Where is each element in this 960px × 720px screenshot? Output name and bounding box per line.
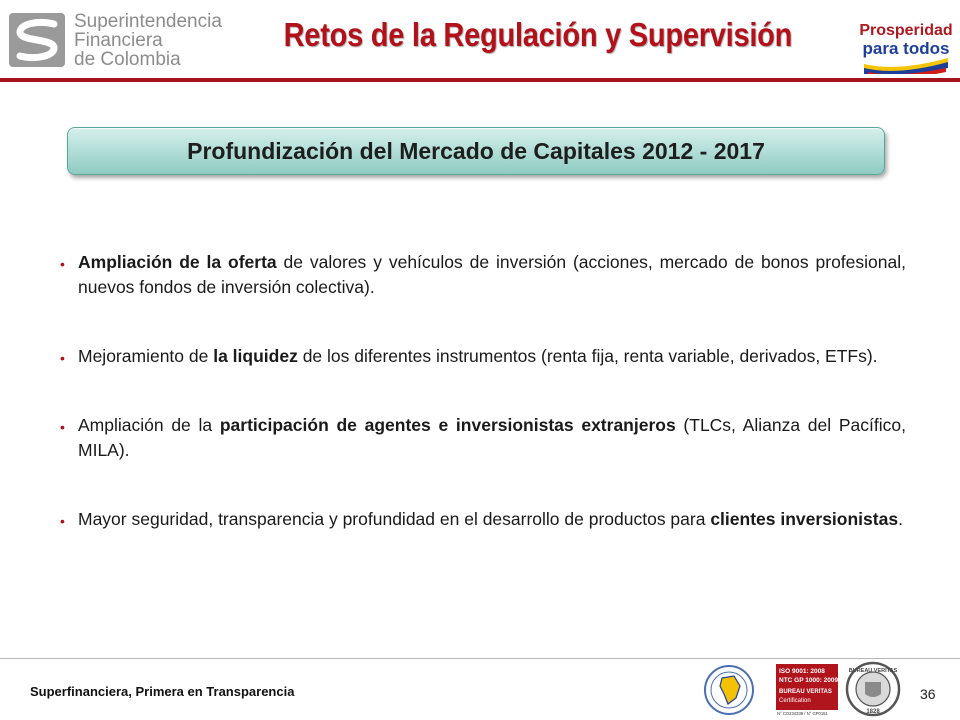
superintendencia-logo	[8, 10, 228, 74]
bullet-text-bold: clientes inversionistas	[710, 509, 899, 529]
section-banner	[67, 127, 885, 175]
bullet-text: (TLCs, Alianza del Pacífico, MILA).	[78, 415, 906, 460]
bullet-text: de valores y vehículos de inversión (acciones, mercado de bonos profesional, nuevos fondos de inversión colectiva).	[78, 252, 906, 297]
bullet-text: Mayor seguridad, transparencia y profundidad en el desarrollo de productos para	[78, 509, 711, 529]
seal-text: BUREAU VERITAS	[848, 668, 898, 674]
page-title: Retos de la Regulación y Supervisión	[283, 16, 793, 53]
org-line: Superintendencia	[74, 11, 222, 32]
page-number: 36	[920, 686, 936, 702]
bullet-dot-icon: •	[60, 513, 65, 529]
para-todos-word: para todos	[862, 39, 950, 58]
bullet-text: .	[898, 509, 903, 529]
cert-line: BUREAU VERITAS	[779, 689, 832, 695]
footer-divider	[0, 658, 960, 659]
org-line: de Colombia	[74, 49, 181, 70]
org-line: Financiera	[74, 30, 163, 51]
bullet-text-bold: Ampliación de la oferta	[78, 252, 277, 272]
bullet-list	[60, 250, 906, 576]
bullet-item	[60, 250, 906, 300]
bullet-item	[60, 413, 906, 463]
bullet-text-bold: participación de agentes e inversionistas extranjeros	[219, 415, 676, 435]
bullet-item	[60, 344, 906, 369]
bureau-veritas-seal-icon	[845, 660, 901, 718]
superintendencia-name	[74, 12, 222, 69]
bullet-dot-icon: •	[60, 256, 65, 272]
prosperidad-para-todos-logo	[858, 14, 954, 74]
sfc-logo-mark-icon	[8, 12, 66, 68]
header-divider	[0, 78, 960, 82]
bullet-item	[60, 507, 906, 532]
cert-line: ISO 9001: 2008	[779, 668, 825, 675]
cert-numbers: N° CO234339 / N° GP0151	[777, 711, 828, 716]
bullet-text: Mejoramiento de	[78, 346, 214, 366]
header	[0, 0, 960, 82]
bullet-dot-icon: •	[60, 419, 65, 435]
seal-year: 1828	[866, 709, 880, 715]
bullet-text-bold: la liquidez	[213, 346, 298, 366]
section-banner-title: Profundización del Mercado de Capitales 2012 - 2017	[187, 138, 765, 164]
prosperidad-word: Prosperidad	[859, 22, 953, 39]
footer-slogan: Superfinanciera, Primera en Transparencia	[30, 684, 295, 699]
bullet-text: de los diferentes instrumentos (renta fija, renta variable, derivados, ETFs).	[297, 346, 878, 366]
bullet-text: Ampliación de la	[78, 415, 220, 435]
bullet-dot-icon: •	[60, 350, 65, 366]
colombia-certification-seal-icon	[700, 664, 758, 716]
cert-line: NTC GP 1000: 2009	[779, 677, 838, 684]
iso-bureau-veritas-certificate	[776, 664, 838, 716]
cert-line: Certification	[779, 698, 811, 704]
